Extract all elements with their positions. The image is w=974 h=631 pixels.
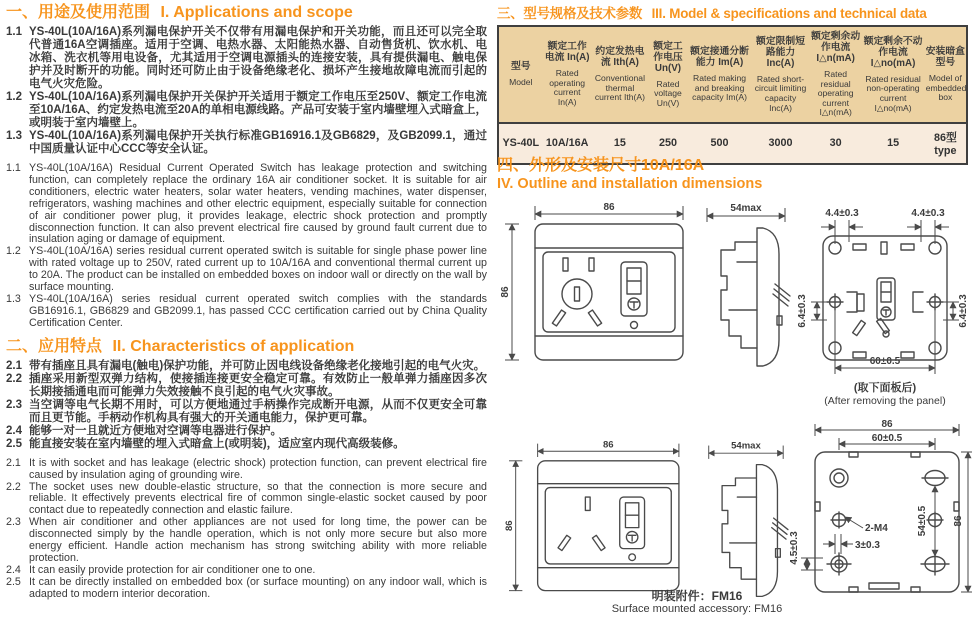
col-residual-operating: 额定剩余动作电流 I△n(mA) Rated residual operating current I△n(mA) [810, 26, 862, 123]
item-text: YS-40L(10A/16A) series residual current operated switch is suitable for single phase power line with rated voltage up to 250V, rated current up to 10A/16A and conventional thermal current up to 20A. The product can be installed on embedded boxes on indoor wall or directly on the wall by surface mounting. [29, 245, 487, 294]
surface-accessory-note [537, 590, 857, 616]
dimension-screw-label [845, 517, 888, 534]
item-text: YS-40L(10A/16A) Residual Current Operated Switch has leakage protection and switching function, can completely replace the ordinary 16A air conditioner socket. It is suitable for air conditioners, electric water heaters, solar water heaters, vending machines, water dispenser, refrigerators, washing machines and other electric equipment, especially suitable for connection of air conditioner power plug, it provides leakage, electric shock protection and promptly disconnection function. It can also prevent electrical fire caused by ground fault current due to insulation aging or damage of equipment. [29, 162, 487, 246]
dimension-label: 4.4±0.3 [825, 208, 859, 219]
section4-title-zh: 四、外形及安装尺寸10A/16A [497, 157, 705, 174]
fm16-note-zh: 明装附件：FM16 [651, 589, 743, 603]
section3-title-en: III. Model & specifications and technical data [651, 6, 927, 21]
side-view-diagram-surface [697, 436, 793, 604]
dimension-label: 86 [503, 520, 515, 532]
item-number: 2.2 [6, 372, 22, 385]
col-embedded-box: 安装暗盒型号 Model of embedded box [925, 26, 967, 123]
item-number: 2.1 [6, 456, 21, 469]
item-number: 2.4 [6, 424, 22, 437]
item-number: 2.4 [6, 563, 21, 576]
item-text: It is with socket and has leakage (electric shock) protection function, can prevent electrical fire caused by insulation aging of grounding wire. [29, 456, 487, 481]
item-text: YS-40L(10A/16A)系列漏电保护开关不仅带有用漏电保护和开关功能，而且还可以完全取代普通16A空调插座。适用于空调、电热水器、太阳能热水器、自动售货机、饮水机、电冰箱、洗衣机等用电设备，尤其适用于空调电源插头的连接安装，具有提供漏电、触电保护并及时断开的功能。同时还可防止由于设备绝缘老化、损坏产生接地故障电流而引起的电气火灾危险。 [29, 26, 487, 90]
item-text: 插座采用新型双弹力结构，使接插连接更安全稳定可靠。有效防止一般单弹力插座因多次长期接插通电而可能弹力失效接触不良引起的电气火灾事故。 [29, 372, 487, 398]
dimension-label: 60±0.5 [871, 433, 903, 444]
item-number: 2.2 [6, 480, 21, 493]
dimension-label: 86 [603, 202, 615, 213]
dimension-label: 86 [881, 419, 893, 430]
item-number: 2.3 [6, 516, 21, 529]
item-text: 能够一对一且就近方便地对空调等电器进行保护。 [29, 424, 282, 437]
item-text: YS-40L(10A/16A)系列漏电保护开关保护开关适用于额定工作电压至250V、额定工作电流至10A/16A、约定发热电流至20A的单相电源线路。产品可安装于室内墙壁埋入式暗盒上，或明装于室内墙壁上。 [29, 91, 487, 129]
dimension-hole-spacing-v [917, 486, 935, 556]
list-item [6, 91, 487, 130]
cell-thermal-current: 15 [592, 123, 648, 164]
list-item [6, 458, 487, 482]
indicator-light [629, 554, 636, 561]
dimension-label: 60±0.5 [869, 356, 901, 367]
section2-title-en: II. Characteristics of application [112, 337, 355, 355]
section3-title-zh: 三、型号规格及技术参数 [497, 6, 643, 21]
side-view-diagram-embedded [697, 198, 793, 374]
item-text: It can be directly installed on embedded box (or surface mounting) on any indoor wall, which is adapted to modern interior decoration. [29, 575, 487, 600]
dimension-label: 2-M4 [865, 523, 888, 534]
cell-rated-current: 10A/16A [543, 123, 592, 164]
dimension-depth [707, 203, 785, 222]
item-number: 2.3 [6, 398, 22, 411]
dimension-height [504, 461, 523, 591]
list-item [6, 577, 487, 601]
item-number: 1.3 [6, 292, 21, 305]
list-item [6, 399, 487, 425]
cell-residual-nonoperating: 15 [861, 123, 924, 164]
section4-heading [497, 157, 762, 193]
section4-title-en: IV. Outline and installation dimensions [497, 176, 763, 192]
dimension-label: 3±0.3 [855, 540, 880, 551]
dimension-hole-offset [823, 534, 880, 554]
dimension-height [953, 452, 972, 592]
socket-back-drawing [823, 236, 947, 360]
list-item [6, 130, 487, 156]
dimension-side-left [797, 294, 833, 328]
list-item [6, 294, 487, 330]
dimension-label: 86 [953, 515, 964, 527]
cell-embedded-box: 86型type [925, 123, 967, 164]
col-model: 型号 Model [498, 26, 543, 123]
indicator-light [631, 322, 638, 329]
section1-title-en: I. Applications and scope [160, 4, 353, 21]
list-item [6, 26, 487, 91]
front-view-diagram-embedded [497, 198, 689, 374]
section1-items-en [6, 163, 487, 330]
list-item [6, 360, 487, 373]
back-view-diagram [797, 206, 973, 378]
front-view-diagram-surface [497, 436, 689, 604]
socket-side-drawing [721, 228, 790, 366]
dimension-width [538, 439, 679, 457]
cell-rated-voltage: 250 [648, 123, 688, 164]
section2-items-en [6, 458, 487, 601]
socket-front-drawing [538, 461, 679, 591]
panel-note-zh: (取下面板后) [853, 382, 917, 394]
item-text: When air conditioner and other appliances are not used for long time, the power can be disconnected simply by the handle operation, which is not only more secure but also more energy efficient. Handle action mechanism has strong switching ability with more reliable protection. [29, 516, 487, 564]
cell-breaking-capacity: 500 [688, 123, 751, 164]
section3-heading [497, 4, 927, 23]
item-number: 2.5 [6, 437, 22, 450]
item-number: 1.1 [6, 26, 22, 38]
section1-items-zh [6, 26, 487, 156]
dimension-label: 54max [730, 203, 762, 214]
col-rated-current: 额定工作电流 In(A) Rated operating current In(A) [543, 26, 592, 123]
item-number: 1.2 [6, 91, 22, 103]
section1-heading [6, 3, 487, 22]
item-text: YS-40L(10A/16A) series residual current operated switch complies with the standards GB16916.1, GB6829 and GB2099.1, has passed CCC certification carried out by China Quality Certification Center. [29, 292, 487, 329]
dimension-label: 4.4±0.3 [911, 208, 945, 219]
socket-front-drawing [535, 224, 683, 360]
item-number: 1.1 [6, 162, 21, 174]
cell-model: YS-40L [498, 123, 543, 164]
dimension-label: 54±0.5 [917, 505, 928, 537]
section2-title-zh: 二、应用特点 [6, 337, 103, 355]
list-item [6, 482, 487, 518]
mounting-box-diagram [789, 420, 973, 606]
cell-short-circuit: 3000 [751, 123, 810, 164]
dimension-width [535, 202, 683, 220]
item-text: YS-40L(10A/16A)系列漏电保护开关执行标准GB16916.1及GB6829，及GB2099.1，通过中国质量认证中心CCC等安全认证。 [29, 130, 487, 155]
col-rated-voltage: 额定工作电压 Un(V) Rated voltage Un(V) [648, 26, 688, 123]
dimension-label: 54max [731, 440, 761, 452]
cell-residual-operating: 30 [810, 123, 862, 164]
item-text: It can easily provide protection for air conditioner one to one. [29, 563, 316, 576]
mounting-box-drawing [815, 452, 959, 592]
spec-table [497, 25, 968, 165]
item-text: The socket uses new double-elastic structure, so that the connection is more secure and reliable. It effectively prevents electrical fire of common single-elastic socket caused by poor contact due to repeatedly connection and elastic failure. [29, 480, 487, 517]
item-text: 带有插座且具有漏电(触电)保护功能，并可防止因电线设备绝缘老化接地引起的电气火灾。 [29, 359, 486, 372]
dimension-side-right [937, 294, 969, 328]
dimension-screw-spacing [835, 308, 935, 374]
dimension-depth [709, 440, 783, 459]
list-item [6, 517, 487, 565]
col-residual-nonoperating: 额定剩余不动作电流 I△no(mA) Rated residual non-operating current I△no(mA) [861, 26, 924, 123]
left-column [6, 3, 487, 608]
list-item [6, 438, 487, 451]
right-column [497, 0, 968, 631]
dimension-label: 86 [500, 286, 511, 298]
item-text: 能直接安装在室内墙壁的埋入式暗盒上(或明装)，适应室内现代高级装修。 [29, 437, 405, 450]
panel-removed-note [795, 382, 974, 408]
section1-title-zh: 一、用途及使用范围 [6, 4, 151, 21]
list-item [6, 246, 487, 294]
list-item [6, 163, 487, 246]
dimension-label: 86 [602, 439, 614, 451]
col-short-circuit: 额定限制短路能力 Inc(A) Rated short-circuit limiting capacity Inc(A) [751, 26, 810, 123]
dimension-height [500, 224, 519, 360]
section2-heading [6, 337, 487, 356]
dimension-label: 6.4±0.3 [958, 294, 969, 328]
panel-note-en: (After removing the panel) [824, 395, 946, 407]
fm16-note-en: Surface mounted accessory: FM16 [611, 603, 783, 615]
dimension-bottom-offset [789, 531, 823, 570]
socket-side-drawing [722, 465, 788, 597]
col-breaking-capacity: 额定接通分断能力 Im(A) Rated making and breaking capacity Im(A) [688, 26, 751, 123]
dimension-label: 6.4±0.3 [797, 294, 808, 328]
item-number: 2.1 [6, 359, 22, 372]
dimension-hole-spacing-h [839, 433, 935, 450]
table-header-row [498, 26, 967, 123]
item-number: 2.5 [6, 575, 21, 588]
list-item [6, 425, 487, 438]
section2-items-zh [6, 360, 487, 451]
list-item [6, 373, 487, 399]
item-number: 1.3 [6, 130, 22, 142]
col-thermal-current: 约定发热电流 Ith(A) Conventional thermal current Ith(A) [592, 26, 648, 123]
dimension-label: 4.5±0.3 [789, 531, 800, 565]
item-number: 1.2 [6, 245, 21, 258]
item-text: 当空调等电气长期不用时，可以方便地通过手柄操作完成断开电源，从而不仅更安全可靠而且更节能。手柄动作机构具有强大的开关通电能力，保护更可靠。 [29, 398, 487, 424]
